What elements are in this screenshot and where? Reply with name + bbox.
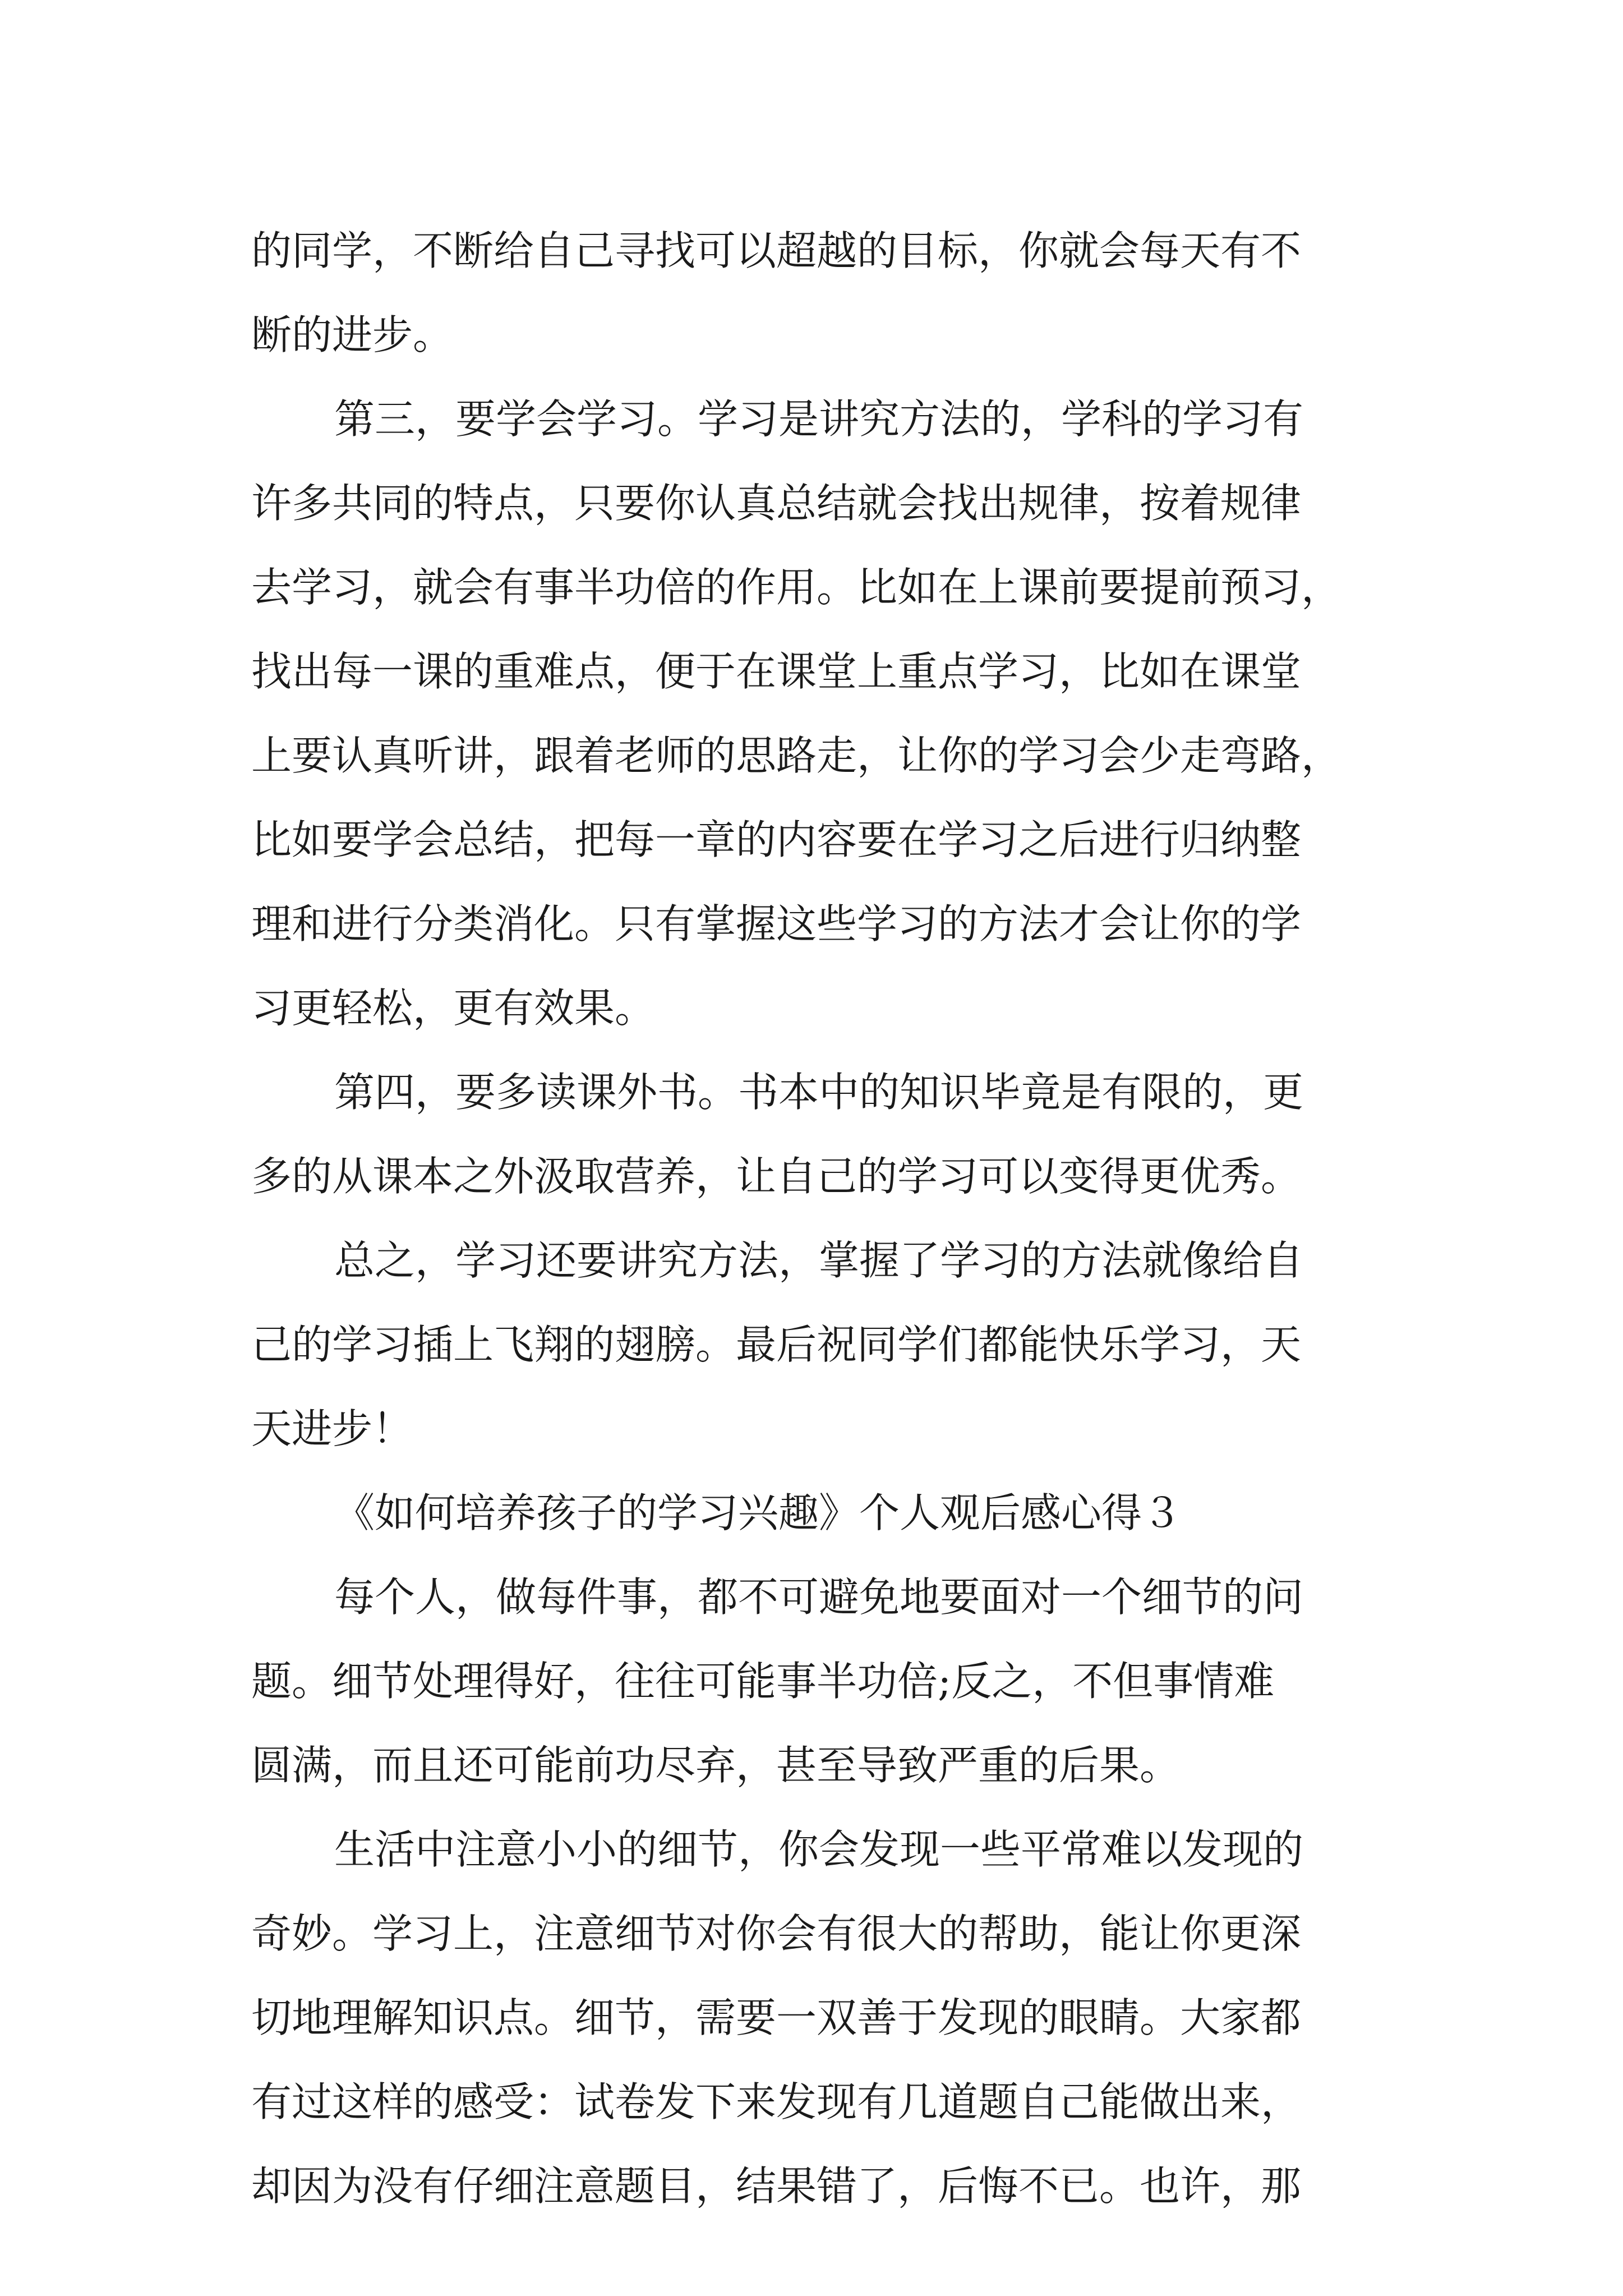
text-line: 奇妙。学习上，注意细节对你会有很大的帮助，能让你更深 (251, 1910, 1302, 1957)
paragraph-first-line: 第三，要学会学习。学习是讲究方法的，学科的学习有 (334, 395, 1304, 443)
paragraph-first-line: 第四，要多读课外书。书本中的知识毕竟是有限的，更 (334, 1069, 1304, 1116)
text-line: 多的从课本之外汲取营养，让自己的学习可以变得更优秀。 (251, 1153, 1302, 1200)
text-line: 天进步！ (251, 1405, 413, 1452)
text-line: 的同学，不断给自己寻找可以超越的目标，你就会每天有不 (251, 227, 1302, 274)
text-line: 理和进行分类消化。只有掌握这些学习的方法才会让你的学 (251, 900, 1302, 947)
text-line: 有过这样的感受：试卷发下来发现有几道题自己能做出来， (251, 2078, 1302, 2125)
text-line: 断的进步。 (251, 311, 454, 358)
text-line: 却因为没有仔细注意题目，结果错了，后悔不已。也许，那 (251, 2162, 1302, 2210)
paragraph-first-line: 总之，学习还要讲究方法，掌握了学习的方法就像给自 (334, 1237, 1304, 1284)
text-line: 己的学习插上飞翔的翅膀。最后祝同学们都能快乐学习，天 (251, 1321, 1302, 1368)
text-line: 比如要学会总结，把每一章的内容要在学习之后进行归纳整 (251, 816, 1302, 863)
text-line: 找出每一课的重难点，便于在课堂上重点学习，比如在课堂 (251, 648, 1302, 695)
text-line: 习更轻松，更有效果。 (251, 984, 656, 1032)
text-line: 圆满，而且还可能前功尽弃，甚至导致严重的后果。 (251, 1742, 1181, 1789)
text-line: 切地理解知识点。细节，需要一双善于发现的眼睛。大家都 (251, 1994, 1302, 2041)
paragraph-first-line: 每个人，做每件事，都不可避免地要面对一个细节的问 (334, 1573, 1304, 1621)
text-line: 上要认真听讲，跟着老师的思路走，让你的学习会少走弯路， (251, 732, 1342, 779)
text-line: 许多共同的特点，只要你认真总结就会找出规律，按着规律 (251, 480, 1302, 527)
document-body (251, 209, 1390, 2228)
text-line: 去学习，就会有事半功倍的作用。比如在上课前要提前预习， (251, 564, 1342, 611)
section-heading: 《如何培养孩子的学习兴趣》个人观后感心得３ (334, 1489, 1183, 1536)
text-line: 题。细节处理得好，往往可能事半功倍;反之，不但事情难 (251, 1658, 1275, 1705)
paragraph-first-line: 生活中注意小小的细节，你会发现一些平常难以发现的 (334, 1826, 1304, 1873)
